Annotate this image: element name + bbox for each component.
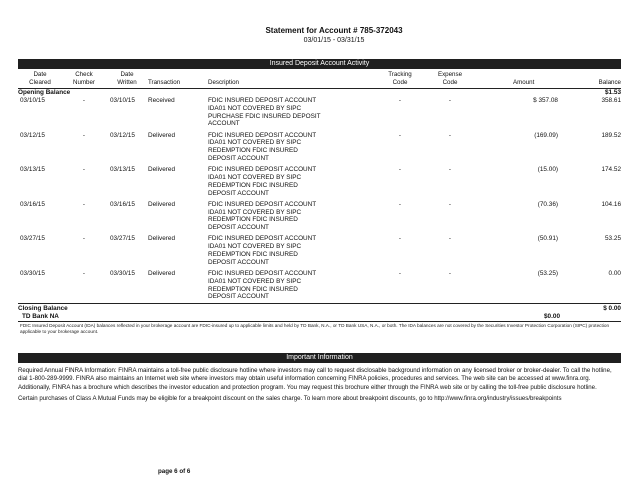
cell-balance: 189.52 — [601, 131, 621, 139]
table-row — [18, 270, 621, 305]
cell-tracking-code: - — [398, 166, 402, 174]
cell-amount: $ 357.08 — [533, 97, 558, 104]
closing-balance-label: Closing Balance — [18, 305, 68, 312]
cell-expense-code: - — [448, 269, 452, 277]
col-date-written: Date Written — [117, 71, 137, 86]
activity-rows — [18, 97, 621, 305]
cell-amount: (50.91) — [537, 235, 558, 243]
cell-check-number: - — [82, 131, 86, 139]
closing-balance-amount: $ 0.00 — [603, 305, 621, 312]
cell-date-written: 03/27/15 — [110, 235, 135, 243]
cell-check-number: - — [82, 200, 86, 208]
cell-description: FDIC INSURED DEPOSIT ACCOUNT IDA01 NOT COVERED BY SIPC REDEMPTION FDIC INSURED DEPOSIT ACCOUNT — [208, 269, 317, 301]
bank-balance-amount: $0.00 — [544, 313, 560, 320]
col-expense-code: Expense Code — [437, 71, 463, 86]
cell-expense-code: - — [448, 97, 452, 104]
statement-period: 03/01/15 - 03/31/15 — [303, 37, 365, 44]
fdic-footnote: FDIC Insured Deposit Account (IDA) balances reflected in your brokerage account are FDIC-insured up to applicable limits and held by TD Bank, N.A., or TD Bank USA, N.A., or both. The IDA balances are not covered by the Securities Investor Protection Corporation (SIPC) protection applicable to your brokerage account. — [20, 323, 610, 335]
col-amount: Amount — [513, 79, 535, 86]
cell-check-number: - — [82, 166, 86, 174]
cell-balance: 53.25 — [605, 235, 621, 243]
table-row — [18, 235, 621, 270]
cell-date-written: 03/30/15 — [110, 269, 135, 277]
finra-paragraph: Required Annual FINRA Information: FINRA maintains a toll-free public disclosure hotline where investors may call to request disclosable background information on any licensed broker or broker-dealer. To call the hotline, dial 1-800-289-9999. FINRA also maintains an Internet web site where investors may obtain useful information concerning FINRA policies, procedures and services. The web site can be accessed at www.finra.org. Additionally, FINRA has a brochure which describes the investor education and protection program. You may request this brochure either through the FINRA web site or by calling the toll-free public disclosure hotline. — [18, 367, 612, 391]
bank-balance-row — [18, 313, 621, 322]
divider — [18, 303, 621, 304]
cell-check-number: - — [82, 235, 86, 243]
cell-amount: (53.25) — [537, 269, 558, 277]
statement-header — [0, 26, 638, 44]
col-date-cleared: Date Cleared — [29, 71, 51, 86]
cell-tracking-code: - — [398, 97, 402, 104]
cell-date-written: 03/10/15 — [110, 97, 135, 104]
cell-transaction: Delivered — [148, 235, 175, 243]
cell-date-cleared: 03/16/15 — [20, 200, 45, 208]
cell-description: FDIC INSURED DEPOSIT ACCOUNT IDA01 NOT COVERED BY SIPC REDEMPTION FDIC INSURED DEPOSIT ACCOUNT — [208, 131, 317, 162]
statement-title: Statement for Account # 785-372043 — [265, 26, 403, 35]
cell-description: FDIC INSURED DEPOSIT ACCOUNT IDA01 NOT COVERED BY SIPC REDEMPTION FDIC INSURED DEPOSIT ACCOUNT — [208, 166, 317, 197]
cell-date-written: 03/16/15 — [110, 200, 135, 208]
breakpoint-paragraph: Certain purchases of Class A Mutual Funds may be eligible for a breakpoint discount on the sales charge. To learn more about breakpoint discounts, go to http://www.finra.org/industry/issues/breakpoints — [18, 394, 562, 402]
cell-description: FDIC INSURED DEPOSIT ACCOUNT IDA01 NOT COVERED BY SIPC PURCHASE FDIC INSURED DEPOSIT ACCOUNT — [208, 97, 321, 128]
col-description: Description — [208, 79, 239, 86]
cell-expense-code: - — [448, 131, 452, 139]
important-info-title: Important Information — [18, 353, 621, 363]
cell-description: FDIC INSURED DEPOSIT ACCOUNT IDA01 NOT COVERED BY SIPC REDEMPTION FDIC INSURED DEPOSIT ACCOUNT — [208, 200, 317, 232]
cell-date-cleared: 03/30/15 — [20, 269, 45, 277]
cell-check-number: - — [82, 97, 86, 104]
cell-transaction: Delivered — [148, 131, 175, 139]
cell-balance: 0.00 — [608, 269, 621, 277]
col-check-number: Check Number — [72, 71, 95, 86]
cell-balance: 104.16 — [601, 200, 621, 208]
table-row — [18, 132, 621, 167]
col-transaction: Transaction — [148, 79, 181, 86]
cell-tracking-code: - — [398, 269, 402, 277]
cell-check-number: - — [82, 269, 86, 277]
cell-tracking-code: - — [398, 131, 402, 139]
cell-date-cleared: 03/12/15 — [20, 131, 45, 139]
cell-date-cleared: 03/27/15 — [20, 235, 45, 243]
opening-balance-label: Opening Balance — [18, 89, 71, 96]
cell-transaction: Received — [148, 97, 175, 104]
cell-amount: (15.00) — [537, 166, 558, 174]
activity-table-header — [18, 70, 621, 89]
cell-date-cleared: 03/13/15 — [20, 166, 45, 174]
important-info-body — [18, 367, 621, 406]
cell-transaction: Delivered — [148, 200, 175, 208]
cell-expense-code: - — [448, 200, 452, 208]
bank-name: TD Bank NA — [22, 313, 59, 320]
opening-balance-amount: $1.53 — [605, 89, 621, 96]
cell-transaction: Delivered — [148, 269, 175, 277]
cell-date-cleared: 03/10/15 — [20, 97, 45, 104]
page-number: page 6 of 6 — [158, 468, 191, 475]
cell-amount: (169.09) — [534, 131, 558, 139]
table-row — [18, 166, 621, 201]
col-balance: Balance — [598, 79, 621, 86]
cell-tracking-code: - — [398, 235, 402, 243]
cell-amount: (70.36) — [537, 200, 558, 208]
cell-transaction: Delivered — [148, 166, 175, 174]
cell-expense-code: - — [448, 166, 452, 174]
table-row — [18, 97, 621, 132]
col-tracking-code: Tracking Code — [388, 71, 412, 86]
cell-description: FDIC INSURED DEPOSIT ACCOUNT IDA01 NOT COVERED BY SIPC REDEMPTION FDIC INSURED DEPOSIT ACCOUNT — [208, 235, 317, 266]
cell-tracking-code: - — [398, 200, 402, 208]
cell-date-written: 03/12/15 — [110, 131, 135, 139]
activity-section-title: Insured Deposit Account Activity — [18, 59, 621, 69]
cell-balance: 358.61 — [601, 97, 621, 104]
cell-balance: 174.52 — [601, 166, 621, 174]
cell-date-written: 03/13/15 — [110, 166, 135, 174]
cell-expense-code: - — [448, 235, 452, 243]
table-row — [18, 201, 621, 236]
